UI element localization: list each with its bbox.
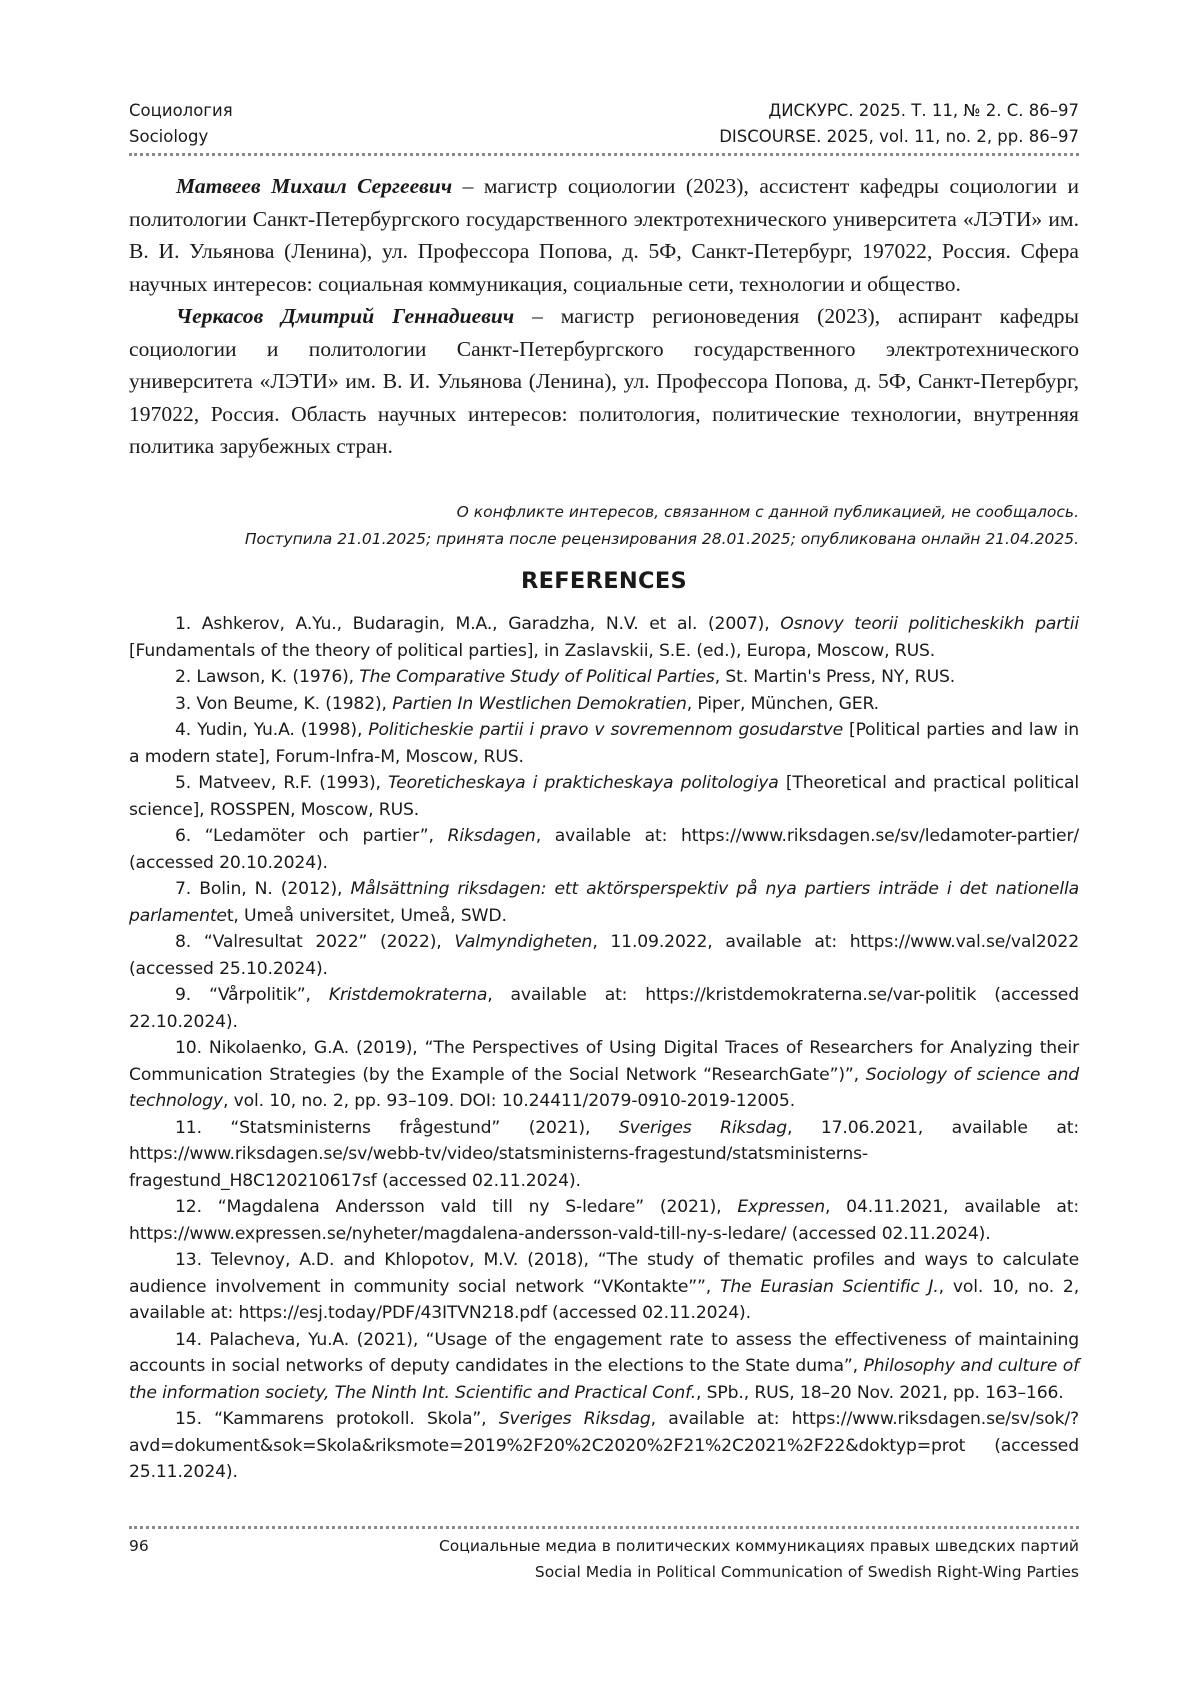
reference-text: , available at: https://www.riksdagen.se/sv/ledamoter-partier/ (accessed 20.10.2024). bbox=[129, 826, 1080, 873]
section-label-en: Sociology bbox=[129, 127, 209, 146]
reference-text: , vol. 10, no. 2, pp. 93–109. DOI: 10.24411/2079-0910-2019-12005. bbox=[222, 1091, 796, 1111]
reference-italic-text: Partien In Westlichen Demokratien bbox=[392, 693, 687, 714]
reference-text: 4. Yudin, Yu.A. (1998), bbox=[175, 720, 369, 740]
reference-italic-text: Riksdagen bbox=[447, 826, 536, 846]
reference-item bbox=[129, 1035, 1079, 1115]
article-title-ru: Социальные медиа в политических коммуникациях правых шведских партий bbox=[438, 1537, 1079, 1555]
author-paragraph bbox=[129, 300, 1079, 463]
reference-text: , available at: https://www.riksdagen.se/sv/sok/?avd=dokument&sok=Skola&riksmote=2019%2F20%2C2020%2F21%2C2021%2F22&doktyp=prot (accessed 25.11.2024). bbox=[129, 1409, 1080, 1482]
reference-text: 9. “Vårpolitik”, bbox=[175, 985, 329, 1005]
reference-text: 12. “Magdalena Andersson vald till ny S-ledare” (2021), bbox=[175, 1197, 738, 1217]
reference-italic-text: Osnovy teorii politicheskikh partii bbox=[780, 614, 1079, 634]
reference-item bbox=[129, 876, 1079, 929]
reference-text: , 11.09.2022, available at: https://www.val.se/val2022 (accessed 25.10.2024). bbox=[129, 932, 1079, 979]
reference-item bbox=[129, 611, 1079, 664]
reference-text: 6. “Ledamöter och partier”, bbox=[175, 826, 448, 846]
header-divider bbox=[129, 153, 1079, 156]
references-heading: REFERENCES bbox=[520, 568, 688, 594]
reference-italic-text: Målsättning riksdagen: ett aktörsperspektiv på nya partiers inträde i det nationella parlamente bbox=[129, 879, 1079, 926]
reference-item bbox=[129, 982, 1079, 1035]
reference-italic-text: Philosophy and culture of the information society, The Ninth Int. Scientific and Practical Conf. bbox=[129, 1356, 1079, 1403]
reference-text: 8. “Valresultat 2022” (2022), bbox=[175, 932, 455, 952]
reference-text: t, Umeå universitet, Umeå, SWD. bbox=[226, 905, 507, 926]
citation-ru: ДИСКУРС. 2025. Т. 11, № 2. С. 86–97 bbox=[768, 101, 1079, 120]
author-bio: – магистр социологии (2023), ассистент кафедры социологии и политологии Санкт-Петербургского государственного электротехнического университета «ЛЭТИ» им. В. И. Ульянова (Ленина), ул. Профессора Попова, д. 5Ф, Санкт-Петербург, 197022, Россия. Сфера научных интересов: социальная коммуникация, социальные сети, технологии и общество. bbox=[129, 174, 1080, 296]
reference-text: 1. Ashkerov, A.Yu., Budaragin, M.A., Garadzha, N.V. et al. (2007), bbox=[175, 614, 781, 634]
author-bio: – магистр регионоведения (2023), аспирант кафедры социологии и политологии Санкт-Петербургского государственного электротехнического университета «ЛЭТИ» им. В. И. Ульянова (Ленина), ул. Профессора Попова, д. 5Ф, Санкт-Петербург, 197022, Россия. Область научных интересов: политология, политические технологии, внутренняя политика зарубежных стран. bbox=[129, 304, 1079, 458]
citation-en: DISCOURSE. 2025, vol. 11, no. 2, pp. 86–97 bbox=[719, 127, 1079, 146]
reference-text: 10. Nikolaenko, G.A. (2019), “The Perspectives of Using Digital Traces of Researchers for Analyzing their Communication Strategies (by the Example of the Social Network “ResearchGate”)”, bbox=[129, 1038, 1079, 1085]
reference-text: , 04.11.2021, available at: https://www.expressen.se/nyheter/magdalena-andersson-vald-till-ny-s-ledare/ (accessed 02.11.2024). bbox=[129, 1197, 1079, 1244]
author-name: Матвеев Михаил Сергеевич bbox=[176, 174, 453, 198]
reference-text: [Political parties and law in a modern state], Forum-Infra-M, Moscow, RUS. bbox=[129, 720, 1079, 767]
reference-text: , SPb., RUS, 18–20 Nov. 2021, pp. 163–166. bbox=[696, 1382, 1064, 1403]
reference-item bbox=[129, 823, 1079, 876]
reference-text: 13. Televnoy, A.D. and Khlopotov, M.V. (2018), “The study of thematic profiles and ways to calculate audience involvement in community social network “VKontakte””, bbox=[129, 1250, 1079, 1297]
author-paragraph bbox=[129, 170, 1079, 300]
references-list bbox=[129, 611, 1079, 1486]
reference-text: 7. Bolin, N. (2012), bbox=[175, 879, 351, 899]
reference-item bbox=[129, 1247, 1079, 1327]
reference-item bbox=[129, 1327, 1079, 1407]
publication-notes bbox=[129, 499, 1079, 553]
reference-text: 3. Von Beume, K. (1982), bbox=[175, 693, 393, 714]
running-footer bbox=[129, 1533, 1079, 1585]
reference-item bbox=[129, 1406, 1079, 1486]
reference-item bbox=[129, 1194, 1079, 1247]
reference-item bbox=[129, 691, 1079, 718]
reference-item bbox=[129, 770, 1079, 823]
reference-item bbox=[129, 664, 1079, 691]
reference-italic-text: Valmyndigheten bbox=[454, 932, 593, 952]
reference-text: 11. “Statsministerns frågestund” (2021), bbox=[175, 1117, 619, 1138]
reference-italic-text: Expressen bbox=[737, 1197, 825, 1217]
reference-text: , vol. 10, no. 2, available at: https://esj.today/PDF/43ITVN218.pdf (accessed 02.11.2024). bbox=[129, 1276, 1080, 1323]
reference-italic-text: Sociology of science and technology bbox=[129, 1064, 1079, 1111]
reference-italic-text: Sveriges Riksdag bbox=[498, 1409, 651, 1429]
reference-text: , Piper, München, GER. bbox=[686, 693, 879, 714]
reference-text: [Fundamentals of the theory of political parties], in Zaslavskii, S.E. (ed.), Europa, Moscow, RUS. bbox=[129, 640, 936, 661]
reference-item bbox=[129, 1115, 1079, 1195]
conflict-of-interest-note: О конфликте интересов, связанном с данной публикацией, не сообщалось. bbox=[456, 503, 1079, 521]
reference-italic-text: Sveriges Riksdag bbox=[618, 1117, 788, 1138]
reference-text: , St. Martin's Press, NY, RUS. bbox=[714, 667, 956, 687]
reference-text: 2. Lawson, K. (1976), bbox=[175, 667, 360, 687]
reference-text: , available at: https://kristdemokraterna.se/var-politik (accessed 22.10.2024). bbox=[129, 985, 1079, 1032]
publication-dates-note: Поступила 21.01.2025; принята после рецензирования 28.01.2025; опубликована онлайн 21.04.2025. bbox=[244, 530, 1079, 548]
running-header bbox=[129, 98, 1079, 150]
author-name: Черкасов Дмитрий Геннадиевич bbox=[176, 304, 515, 328]
author-info bbox=[129, 170, 1079, 463]
reference-text: , 17.06.2021, available at: https://www.riksdagen.se/sv/webb-tv/video/statsministerns-fragestund/statsministerns-fragestund_H8C120210617sf (accessed 02.11.2024). bbox=[129, 1117, 1079, 1191]
reference-text: 15. “Kammarens protokoll. Skola”, bbox=[175, 1409, 499, 1429]
page-number: 96 bbox=[129, 1537, 149, 1555]
reference-italic-text: Politicheskie partii i pravo v sovremennom gosudarstve bbox=[368, 720, 844, 740]
article-title-en: Social Media in Political Communication of Swedish Right-Wing Parties bbox=[534, 1563, 1079, 1581]
reference-italic-text: The Eurasian Scientific J. bbox=[720, 1276, 939, 1297]
footer-divider bbox=[129, 1526, 1079, 1529]
reference-italic-text: The Comparative Study of Political Parties bbox=[359, 667, 715, 687]
reference-text: [Theoretical and practical political science], ROSSPEN, Moscow, RUS. bbox=[129, 773, 1079, 820]
reference-italic-text: Kristdemokraterna bbox=[328, 985, 488, 1005]
reference-italic-text: Teoreticheskaya i prakticheskaya politologiya bbox=[388, 773, 779, 793]
reference-text: 5. Matveev, R.F. (1993), bbox=[175, 773, 389, 793]
reference-item bbox=[129, 717, 1079, 770]
section-label-ru: Социология bbox=[129, 101, 233, 120]
reference-text: 14. Palacheva, Yu.A. (2021), “Usage of the engagement rate to assess the effectiveness of maintaining accounts in social networks of deputy candidates in the elections to the State duma”, bbox=[129, 1329, 1079, 1376]
reference-item bbox=[129, 929, 1079, 982]
